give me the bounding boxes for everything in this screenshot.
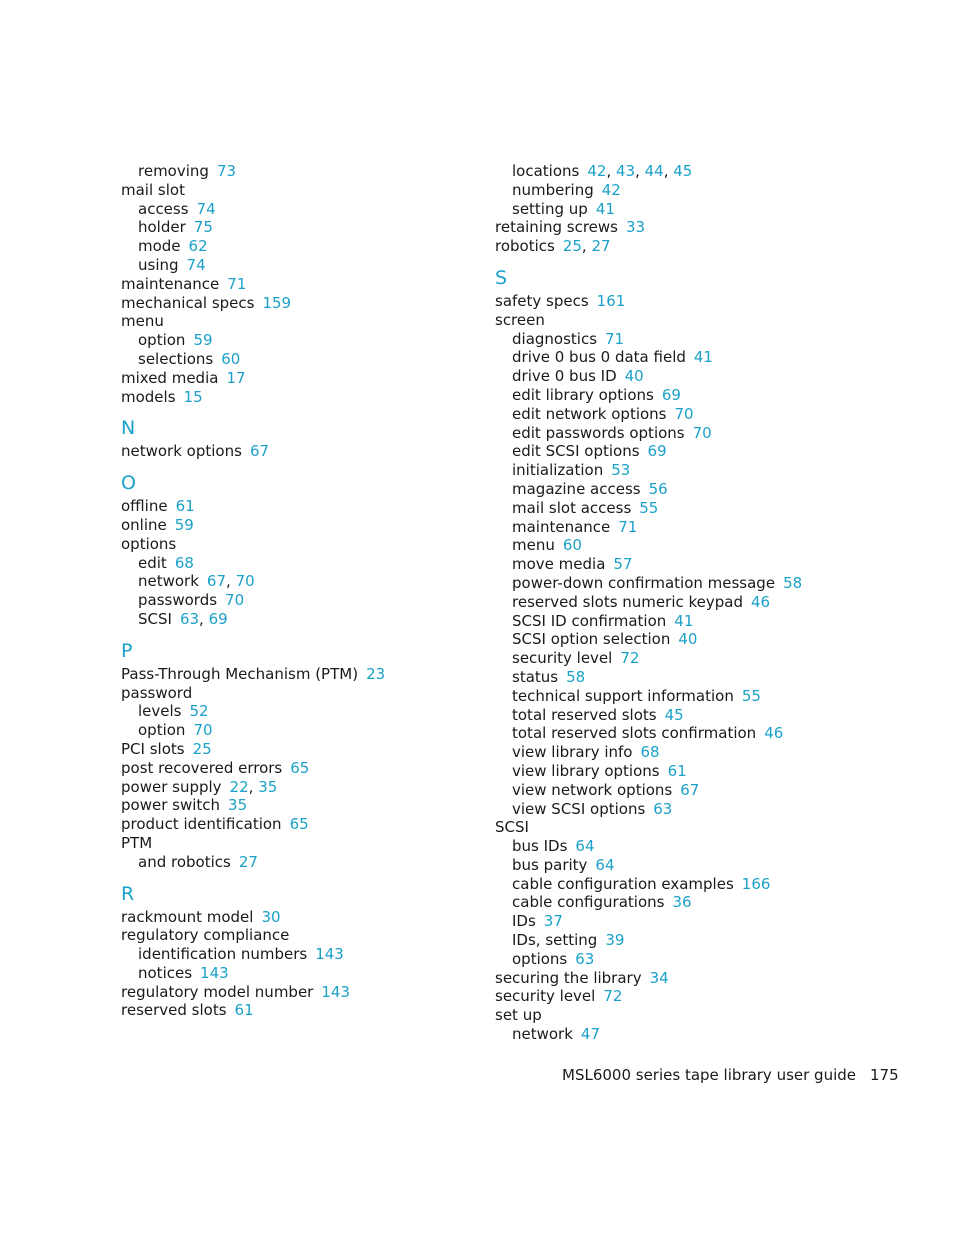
index-term: view SCSI options (512, 799, 646, 818)
index-entry (121, 834, 471, 853)
index-subentry (495, 424, 855, 443)
footer-page-number: 175 (870, 1066, 899, 1084)
index-subentry (121, 945, 471, 964)
page-reference-link[interactable]: 71 (618, 517, 638, 536)
index-term: total reserved slots (512, 705, 657, 724)
page-reference-link[interactable]: 61 (667, 761, 687, 780)
index-term: holder (138, 218, 186, 237)
index-term: view network options (512, 780, 673, 799)
index-subentry (495, 743, 855, 762)
index-subentry (495, 781, 855, 800)
page-reference-link[interactable]: 72 (603, 987, 623, 1006)
page-reference-link[interactable]: 69 (647, 442, 667, 461)
page-reference-link[interactable]: 166 (741, 874, 771, 893)
index-term: SCSI (138, 609, 172, 628)
index-entry (121, 497, 471, 516)
page-reference-link[interactable]: 70 (235, 572, 255, 591)
index-column-right (495, 162, 855, 1044)
index-subentry (495, 931, 855, 950)
page-reference-link[interactable]: 35 (228, 796, 248, 815)
index-term: total reserved slots confirmation (512, 724, 757, 743)
index-term: maintenance (512, 517, 611, 536)
index-subentry (495, 330, 855, 349)
page-reference-link[interactable]: 45 (664, 705, 684, 724)
index-subentry (495, 442, 855, 461)
index-term: access (138, 199, 189, 218)
page-reference-link[interactable]: 60 (562, 536, 582, 555)
page-reference-link[interactable]: 53 (611, 461, 631, 480)
index-entry (121, 983, 471, 1002)
index-column-left (121, 162, 471, 1020)
page-reference-link[interactable]: 43 (615, 162, 636, 180)
index-subentry (121, 721, 471, 740)
page-reference-link[interactable]: 27 (591, 237, 611, 256)
index-term: diagnostics (512, 329, 598, 348)
index-subentry (121, 853, 471, 872)
page-reference-link[interactable]: 46 (751, 592, 771, 611)
index-term: removing (138, 162, 209, 180)
index-term: regulatory compliance (121, 926, 290, 945)
page-reference-link[interactable]: 70 (225, 591, 245, 610)
index-term: SCSI option selection (512, 630, 671, 649)
index-subentry (121, 591, 471, 610)
index-subentry (495, 348, 855, 367)
index-subentry (495, 1025, 855, 1044)
index-term: post recovered errors (121, 758, 283, 777)
index-subentry (495, 706, 855, 725)
index-term: magazine access (512, 479, 641, 498)
index-term: screen (495, 310, 545, 329)
page-reference-link[interactable]: 60 (221, 349, 241, 368)
page-reference-link[interactable]: 143 (321, 982, 350, 1001)
page-reference-link[interactable]: 64 (575, 837, 595, 856)
index-term: mail slot (121, 180, 185, 199)
index-term: Pass-Through Mechanism (PTM) (121, 664, 359, 683)
index-entry (495, 987, 855, 1006)
index-term: edit passwords options (512, 423, 685, 442)
page-reference-link[interactable]: 65 (289, 815, 309, 834)
index-term: options (121, 534, 177, 553)
index-term: move media (512, 555, 606, 574)
index-entry (121, 442, 471, 461)
index-term: levels (138, 702, 182, 721)
page-reference-link[interactable]: 61 (175, 497, 195, 516)
page-reference-link[interactable]: 17 (226, 368, 246, 387)
index-term: drive 0 bus 0 data field (512, 348, 686, 367)
page-reference-link[interactable]: 35 (258, 777, 278, 796)
index-entry (495, 1006, 855, 1025)
page-reference-link[interactable]: 39 (605, 931, 625, 950)
index-term: option (138, 331, 186, 350)
index-subentry (495, 875, 855, 894)
index-subentry (495, 649, 855, 668)
index-entry (495, 311, 855, 330)
index-subentry (121, 554, 471, 573)
index-entry (121, 312, 471, 331)
index-term: options (512, 949, 568, 968)
page-reference-link[interactable]: 52 (189, 702, 209, 721)
index-term: password (121, 683, 193, 702)
page-reference-link[interactable]: 22 (229, 777, 249, 796)
index-term: option (138, 721, 186, 740)
index-subentry (495, 912, 855, 931)
index-subentry (495, 856, 855, 875)
index-term: retaining screws (495, 218, 618, 237)
index-subentry (121, 331, 471, 350)
index-subentry (495, 480, 855, 499)
index-term: edit network options (512, 404, 667, 423)
index-term: PCI slots (121, 739, 185, 758)
index-term: selections (138, 349, 214, 368)
index-subentry (121, 702, 471, 721)
index-subentry (495, 668, 855, 687)
index-term: locations (512, 162, 580, 180)
index-entry (121, 684, 471, 703)
page-reference-link[interactable]: 64 (595, 855, 615, 874)
page-reference-link[interactable]: 56 (648, 479, 668, 498)
index-term: power switch (121, 796, 221, 815)
page-reference-link[interactable]: 70 (193, 721, 213, 740)
index-term: bus IDs (512, 837, 568, 856)
page-reference-link[interactable]: 71 (605, 329, 625, 348)
index-term: SCSI ID confirmation (512, 611, 667, 630)
index-subentry (495, 200, 855, 219)
page-footer (562, 1066, 899, 1084)
page-reference-link[interactable]: 68 (640, 743, 660, 762)
index-subentry (495, 367, 855, 386)
page-reference-link[interactable]: 143 (315, 945, 344, 964)
index-section-letter: R (121, 882, 135, 905)
index-entry (495, 292, 855, 311)
page-reference-link[interactable]: 41 (693, 348, 713, 367)
index-term: bus parity (512, 855, 588, 874)
index-term: network (512, 1025, 573, 1044)
index-subentry (495, 536, 855, 555)
page-reference-link[interactable]: 25 (562, 237, 582, 256)
index-subentry (121, 237, 471, 256)
index-section-letter: N (121, 417, 136, 440)
index-term: security level (512, 649, 613, 668)
page-reference-link[interactable]: 159 (262, 293, 292, 312)
index-subentry (495, 518, 855, 537)
index-subentry (495, 893, 855, 912)
index-entry (495, 818, 855, 837)
index-subentry (495, 612, 855, 631)
index-term: view library info (512, 743, 633, 762)
index-subentry (495, 950, 855, 969)
index-term: regulatory model number (121, 982, 314, 1001)
index-term: status (512, 667, 559, 686)
index-term: IDs (512, 912, 536, 931)
page-reference-link[interactable]: 63 (653, 799, 673, 818)
page-reference-link[interactable]: 55 (741, 686, 761, 705)
index-term: cable configurations (512, 893, 665, 912)
page-reference-link[interactable]: 42 (587, 162, 607, 180)
index-term: mode (138, 237, 181, 256)
index-entry (121, 665, 471, 684)
index-term: using (138, 255, 179, 274)
index-subentry (121, 964, 471, 983)
page-reference-link[interactable]: 61 (234, 1001, 254, 1020)
index-entry (121, 740, 471, 759)
page-reference-link[interactable]: 41 (595, 199, 615, 218)
page-reference-link[interactable]: 23 (366, 664, 386, 683)
index-term: models (121, 387, 176, 406)
index-section-letter: S (495, 266, 508, 289)
index-term: identification numbers (138, 945, 308, 964)
index-term: security level (495, 987, 596, 1006)
page-reference-link[interactable]: 34 (649, 968, 669, 987)
index-term: set up (495, 1006, 542, 1025)
page-reference-link[interactable]: 75 (193, 218, 213, 237)
index-term: initialization (512, 461, 604, 480)
index-term: view library options (512, 761, 660, 780)
index-entry (495, 218, 855, 237)
page-reference-link[interactable]: 68 (174, 553, 194, 572)
page-reference-link[interactable]: 55 (639, 498, 659, 517)
page-reference-link[interactable]: 67 (249, 442, 270, 461)
index-term: technical support information (512, 686, 734, 705)
page-reference-link[interactable]: 45 (673, 162, 693, 180)
index-subentry (495, 762, 855, 781)
page-reference-link[interactable]: 47 (580, 1025, 601, 1044)
index-subentry (495, 555, 855, 574)
page-reference-link[interactable]: 44 (644, 162, 664, 180)
index-term: power-down confirmation message (512, 573, 776, 592)
page-reference-link[interactable]: 25 (192, 739, 212, 758)
index-entry: power supply 22, 35 (121, 777, 278, 796)
index-entry (121, 275, 471, 294)
index-term: numbering (512, 180, 594, 199)
index-entry (121, 796, 471, 815)
index-term: product identification (121, 815, 282, 834)
footer-title: MSL6000 series tape library user guide (562, 1066, 857, 1084)
page-reference-link[interactable]: 72 (620, 649, 640, 668)
index-term: mechanical specs (121, 293, 255, 312)
index-subentry (495, 800, 855, 819)
index-term: setting up (512, 199, 588, 218)
index-subentry: network 67, 70 (138, 572, 255, 591)
index-term: SCSI (495, 818, 529, 837)
index-subentry (121, 218, 471, 237)
page-reference-link[interactable]: 63 (179, 609, 200, 628)
index-subentry (495, 687, 855, 706)
index-term: edit library options (512, 385, 654, 404)
page-reference-link[interactable]: 74 (196, 199, 216, 218)
page-reference-link[interactable]: 15 (183, 387, 203, 406)
index-term: cable configuration examples (512, 874, 734, 893)
page-reference-link[interactable]: 58 (566, 667, 586, 686)
index-subentry (495, 386, 855, 405)
index-term: online (121, 515, 167, 534)
index-term: edit SCSI options (512, 442, 640, 461)
index-term: drive 0 bus ID (512, 367, 617, 386)
index-term: notices (138, 963, 193, 982)
page-reference-link[interactable]: 41 (674, 611, 694, 630)
index-term: power supply (121, 777, 222, 796)
index-term: reserved slots (121, 1001, 227, 1020)
page-reference-link[interactable]: 70 (692, 423, 712, 442)
page-reference-link[interactable]: 73 (216, 162, 237, 180)
page-reference-link[interactable]: 46 (764, 724, 784, 743)
index-term: safety specs (495, 291, 589, 310)
page-reference-link[interactable]: 161 (596, 291, 626, 310)
index-subentry (495, 405, 855, 424)
page-reference-link[interactable]: 58 (783, 573, 803, 592)
page-reference-link[interactable]: 42 (601, 180, 621, 199)
index-term: mixed media (121, 368, 219, 387)
page-reference-link[interactable]: 143 (200, 963, 229, 982)
page-reference-link[interactable]: 69 (661, 385, 681, 404)
index-term: passwords (138, 591, 218, 610)
page-reference-link[interactable]: 67 (206, 572, 227, 591)
index-term: securing the library (495, 968, 642, 987)
page-reference-link[interactable]: 36 (672, 893, 692, 912)
index-subentry: SCSI 63, 69 (138, 609, 228, 628)
page-reference-link[interactable]: 62 (188, 237, 208, 256)
index-term: IDs, setting (512, 931, 598, 950)
index-subentry (495, 630, 855, 649)
page-reference-link[interactable]: 33 (626, 218, 646, 237)
page-reference-link[interactable]: 40 (624, 367, 644, 386)
index-subentry (495, 181, 855, 200)
index-subentry (121, 256, 471, 275)
index-subentry (121, 350, 471, 369)
page-reference-link[interactable]: 70 (674, 404, 694, 423)
index-term: maintenance (121, 274, 220, 293)
index-term: network (138, 572, 199, 591)
page-reference-link[interactable]: 30 (261, 907, 281, 926)
index-subentry (121, 200, 471, 219)
index-subentry (495, 461, 855, 480)
page-reference-link[interactable]: 37 (543, 912, 563, 931)
index-term: robotics (495, 237, 555, 256)
index-term: edit (138, 553, 167, 572)
index-entry (121, 815, 471, 834)
page-reference-link[interactable]: 69 (208, 609, 228, 628)
index-entry (121, 294, 471, 313)
page-reference-link[interactable]: 57 (613, 555, 633, 574)
index-term: rackmount model (121, 907, 254, 926)
index-entry (121, 369, 471, 388)
index-entry (121, 516, 471, 535)
index-entry (121, 908, 471, 927)
index-entry (121, 926, 471, 945)
page-reference-link[interactable]: 27 (238, 852, 258, 871)
index-subentry (495, 724, 855, 743)
index-entry (121, 181, 471, 200)
index-term: offline (121, 497, 168, 516)
index-section-letter: P (121, 639, 133, 662)
index-subentry (495, 574, 855, 593)
index-subentry: locations 42, 43, 44, 45 (512, 162, 693, 180)
index-term: mail slot access (512, 498, 632, 517)
page-reference-link[interactable]: 74 (186, 255, 206, 274)
page-reference-link[interactable]: 59 (193, 331, 213, 350)
page-reference-link[interactable]: 67 (680, 780, 700, 799)
index-term: reserved slots numeric keypad (512, 592, 743, 611)
page-reference-link[interactable]: 40 (678, 630, 698, 649)
index-entry: robotics 25, 27 (495, 237, 611, 256)
index-entry (121, 535, 471, 554)
index-entry (121, 1001, 471, 1020)
index-term: menu (512, 536, 555, 555)
page-reference-link[interactable]: 59 (174, 515, 194, 534)
index-entry (121, 388, 471, 407)
index-entry (495, 969, 855, 988)
index-subentry (495, 837, 855, 856)
index-section-letter: O (121, 472, 136, 495)
index-entry (121, 759, 471, 778)
page-reference-link[interactable]: 63 (575, 949, 595, 968)
index-term: PTM (121, 833, 153, 852)
page-reference-link[interactable]: 71 (227, 274, 247, 293)
page-reference-link[interactable]: 65 (290, 758, 310, 777)
index-subentry (495, 593, 855, 612)
index-subentry (495, 499, 855, 518)
index-term: and robotics (138, 852, 231, 871)
index-term: network options (121, 442, 242, 461)
index-term: menu (121, 312, 164, 331)
index-subentry (121, 162, 471, 181)
